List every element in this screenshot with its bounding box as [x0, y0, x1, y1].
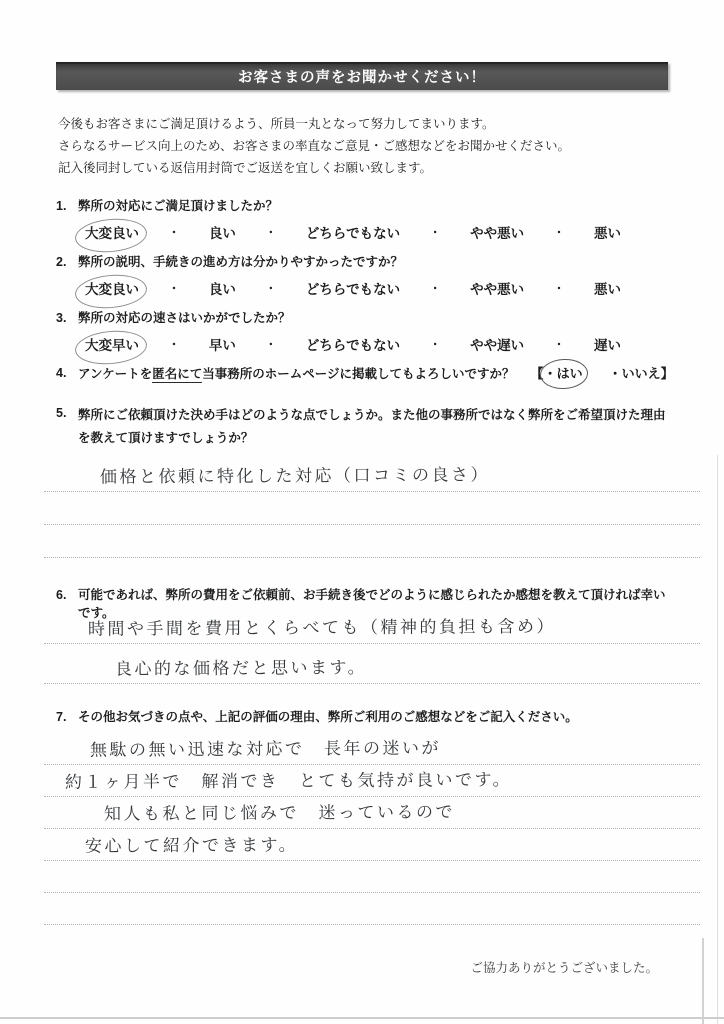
bracket-open: 【	[530, 366, 544, 381]
handwritten-answer: 知人も私と同じ悩みで 迷っているので	[103, 802, 455, 824]
rating-option: どちらでもない	[305, 226, 401, 241]
handwritten-answer: 無駄の無い迅速な対応で 長年の迷いが	[89, 738, 441, 760]
question-7-text: その他お気づきの点や、上記の評価の理由、弊所ご利用のご感想などをご記入ください。	[78, 710, 578, 724]
question-5-answer-area	[44, 459, 700, 558]
scan-edge-line	[0, 1017, 724, 1019]
question-3-number: 3.	[56, 311, 67, 325]
interpunct-separator: ・	[553, 283, 565, 295]
interpunct-separator: ・	[429, 339, 441, 351]
choice-no: ・いいえ	[608, 366, 661, 381]
rating-option: どちらでもない	[305, 338, 401, 353]
rating-option: どちらでもない	[305, 282, 401, 297]
interpunct-separator: ・	[429, 283, 441, 295]
answer-line-empty	[44, 893, 700, 925]
question-1	[56, 197, 676, 242]
rating-option: 良い	[208, 226, 236, 241]
rating-option: 遅い	[594, 338, 621, 353]
interpunct-separator: ・	[265, 339, 277, 351]
question-5-number: 5.	[56, 406, 67, 420]
rating-option-selected: 大変良い	[85, 222, 139, 242]
answer-line	[44, 604, 700, 644]
question-2-number: 2.	[56, 255, 67, 269]
question-5-text: 弊所にご依頼頂けた決め手はどのような点でしょうか。また他の事務所ではなく弊所をご希望頂けた理由を教えて頂けますでしょうか？	[78, 408, 666, 445]
answer-line	[44, 797, 700, 829]
question-6-number: 6.	[56, 588, 67, 602]
rating-option: 悪い	[594, 282, 621, 297]
intro-paragraph	[58, 113, 570, 179]
answer-line	[44, 733, 700, 765]
question-1-number: 1.	[56, 199, 67, 213]
handwritten-answer: 価格と依頼に特化した対応（口コミの良さ）	[99, 465, 490, 487]
answer-line-empty	[44, 525, 700, 558]
scan-edge-line	[717, 455, 718, 1024]
form-title-bar	[56, 62, 668, 90]
handwritten-answer: 良心的な価格だと思います。	[114, 658, 368, 679]
rating-option: 早い	[208, 338, 236, 353]
answer-line-empty	[44, 861, 700, 893]
interpunct-separator: ・	[265, 283, 277, 295]
rating-option: 悪い	[594, 226, 621, 241]
interpunct-separator: ・	[168, 339, 180, 351]
choice-yes-selected: ・はい	[544, 363, 583, 382]
question-1-text: 弊所の対応にご満足頂けましたか？	[78, 199, 279, 213]
rating-option: やや悪い	[470, 282, 525, 297]
question-3-options	[85, 334, 621, 354]
rating-option-selected: 大変早い	[85, 334, 139, 354]
scan-edge-line	[702, 938, 704, 1024]
question-7	[56, 708, 676, 726]
answer-line	[44, 644, 700, 684]
interpunct-separator: ・	[168, 227, 180, 239]
interpunct-separator: ・	[429, 227, 441, 239]
bracket-close: 】	[660, 366, 674, 381]
question-5	[56, 404, 676, 450]
answer-line	[44, 829, 700, 861]
question-6-text: 可能であれば、弊所の費用をご依頼前、お手続き後でどのように感じられたか感想を教えて頂ければ幸いです。	[78, 588, 666, 620]
answer-line	[44, 765, 700, 797]
question-2	[56, 253, 676, 298]
question-6-answer-area	[44, 604, 700, 684]
question-4-text-prefix: アンケートを	[78, 366, 153, 381]
question-2-text: 弊所の説明、手続きの進め方は分かりやすかったですか？	[78, 255, 404, 269]
interpunct-separator: ・	[553, 339, 565, 351]
question-1-options	[85, 222, 621, 242]
question-4-underlined-text: 匿名にて	[152, 366, 203, 381]
question-4-choice-group	[531, 363, 674, 382]
question-4	[56, 363, 676, 382]
intro-line-2: さらなるサービス向上のため、お客さまの率直なご意見・ご感想などをお聞かせください。	[58, 139, 571, 153]
question-4-number: 4.	[56, 365, 67, 380]
question-3-text: 弊所の対応の速さはいかがでしたか？	[78, 311, 291, 325]
interpunct-separator: ・	[553, 227, 565, 239]
intro-line-3: 記入後同封している返信用封筒でご返送を宜しくお願い致します。	[58, 161, 433, 175]
thanks-note: ご協力ありがとうございました。	[470, 961, 658, 975]
interpunct-separator: ・	[168, 283, 180, 295]
question-4-text-suffix: 当事務所のホームページに掲載してもよろしいですか？	[202, 366, 515, 381]
rating-option: やや遅い	[470, 338, 525, 353]
answer-line-empty	[44, 492, 700, 525]
question-2-options	[85, 278, 621, 298]
answer-line	[44, 459, 700, 492]
question-7-answer-area	[44, 733, 700, 925]
rating-option-selected: 大変良い	[85, 278, 139, 298]
question-3	[56, 309, 676, 354]
rating-option: やや悪い	[470, 226, 525, 241]
rating-option: 良い	[208, 282, 236, 297]
question-7-number: 7.	[56, 710, 67, 724]
question-4-text	[78, 364, 515, 382]
handwritten-answer: 時間や手間を費用とくらべても（精神的負担も含め）	[87, 616, 556, 639]
form-title: お客さまの声をお聞かせください！	[238, 69, 486, 86]
interpunct-separator: ・	[265, 227, 277, 239]
handwritten-answer: 安心して紹介できます。	[84, 835, 299, 856]
intro-line-1: 今後もお客さまにご満足頂けるよう、所員一丸となって努力してまいります。	[58, 117, 495, 131]
handwritten-answer: 約１ヶ月半で 解消でき とても気持が良いです。	[64, 770, 513, 792]
